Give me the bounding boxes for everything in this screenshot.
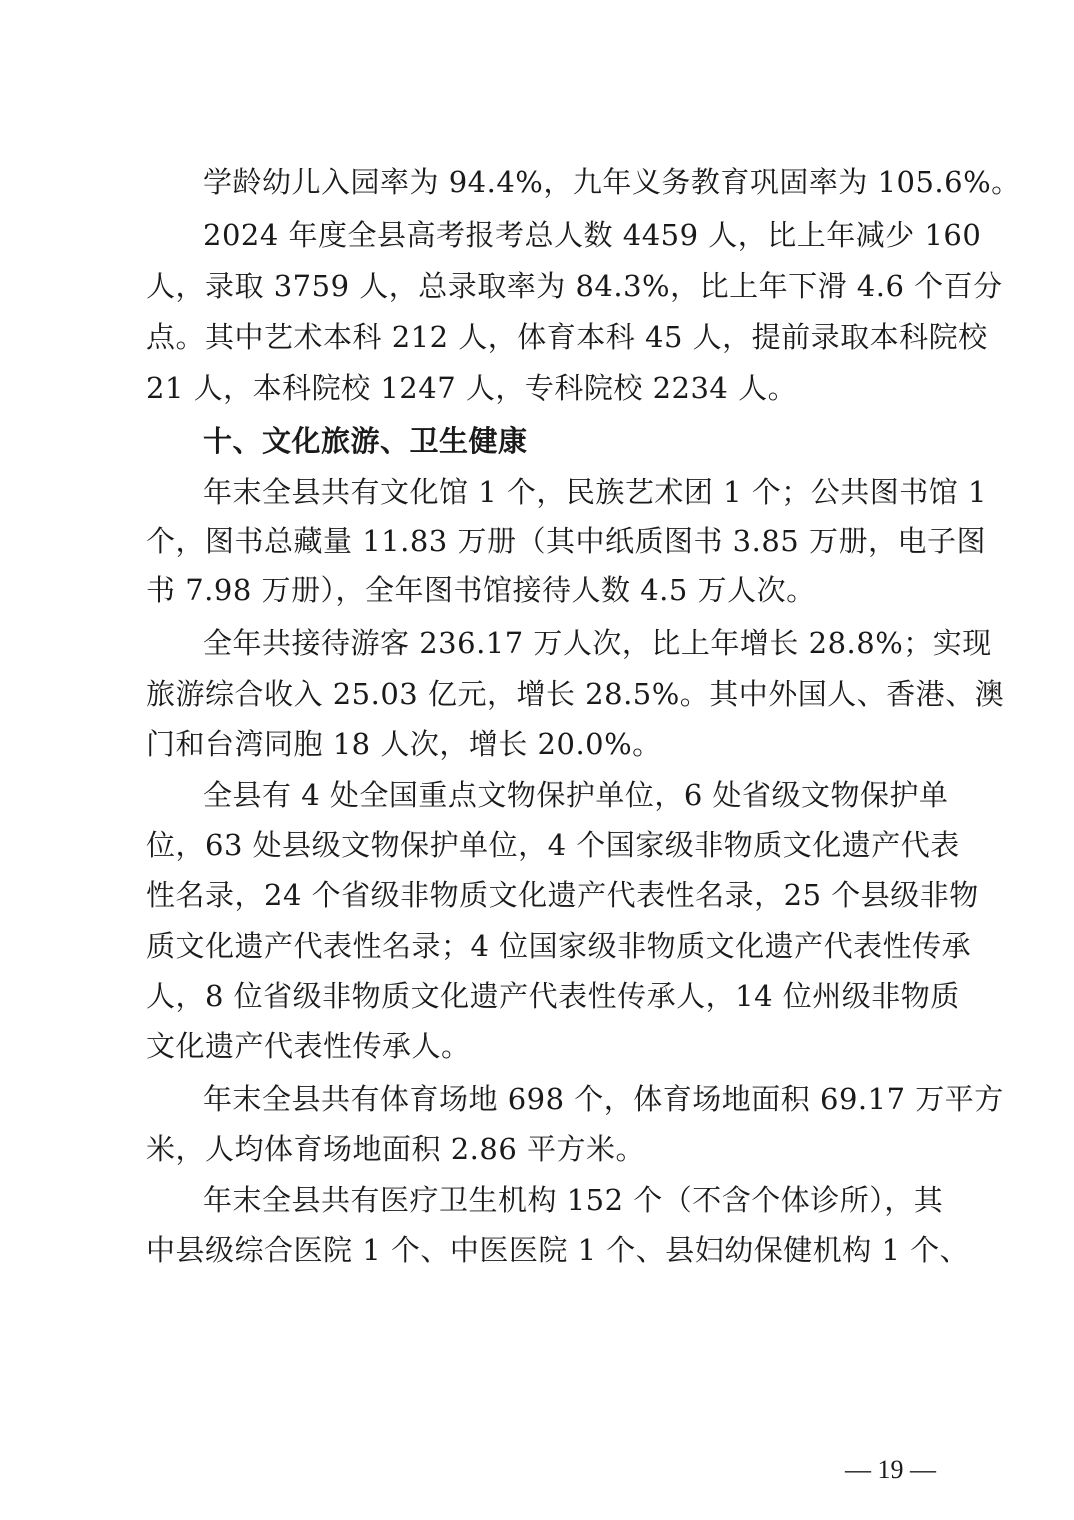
paragraph-line: 全年共接待游客 236.17 万人次，比上年增长 28.8%；实现: [203, 626, 992, 660]
paragraph-line: 质文化遗产代表性名录；4 位国家级非物质文化遗产代表性传承: [146, 929, 972, 963]
paragraph-line: 人，录取 3759 人，总录取率为 84.3%，比上年下滑 4.6 个百分: [146, 269, 1003, 303]
paragraph-line: 米，人均体育场地面积 2.86 平方米。: [146, 1132, 646, 1166]
paragraph-line: 性名录，24 个省级非物质文化遗产代表性名录，25 个县级非物: [146, 878, 979, 912]
paragraph-line: 年末全县共有医疗卫生机构 152 个（不含个体诊所），其: [203, 1183, 944, 1217]
page-number: — 19 —: [845, 1455, 936, 1484]
paragraph-line: 21 人，本科院校 1247 人，专科院校 2234 人。: [146, 371, 798, 405]
paragraph-line: 书 7.98 万册），全年图书馆接待人数 4.5 万人次。: [146, 573, 816, 607]
paragraph-line: 门和台湾同胞 18 人次，增长 20.0%。: [146, 727, 662, 761]
paragraph-line: 全县有 4 处全国重点文物保护单位，6 处省级文物保护单: [203, 778, 949, 812]
paragraph-line: 旅游综合收入 25.03 亿元，增长 28.5%。其中外国人、香港、澳: [146, 677, 1005, 711]
paragraph-line: 人，8 位省级非物质文化遗产代表性传承人，14 位州级非物质: [146, 979, 960, 1013]
paragraph-line: 点。其中艺术本科 212 人，体育本科 45 人，提前录取本科院校: [146, 320, 988, 354]
paragraph-line: 中县级综合医院 1 个、中医医院 1 个、县妇幼保健机构 1 个、: [146, 1233, 970, 1267]
paragraph-line: 年末全县共有文化馆 1 个，民族艺术团 1 个；公共图书馆 1: [203, 475, 987, 509]
paragraph-line: 年末全县共有体育场地 698 个，体育场地面积 69.17 万平方: [203, 1082, 1004, 1116]
paragraph-line: 个，图书总藏量 11.83 万册（其中纸质图书 3.85 万册，电子图: [146, 524, 986, 558]
paragraph-line: 位，63 处县级文物保护单位，4 个国家级非物质文化遗产代表: [146, 828, 960, 862]
paragraph-line: 2024 年度全县高考报考总人数 4459 人，比上年减少 160: [203, 218, 982, 252]
paragraph-line: 文化遗产代表性传承人。: [146, 1029, 471, 1063]
section-heading: 十、文化旅游、卫生健康: [203, 424, 528, 458]
paragraph-line: 学龄幼儿入园率为 94.4%，九年义务教育巩固率为 105.6%。: [203, 165, 1021, 199]
